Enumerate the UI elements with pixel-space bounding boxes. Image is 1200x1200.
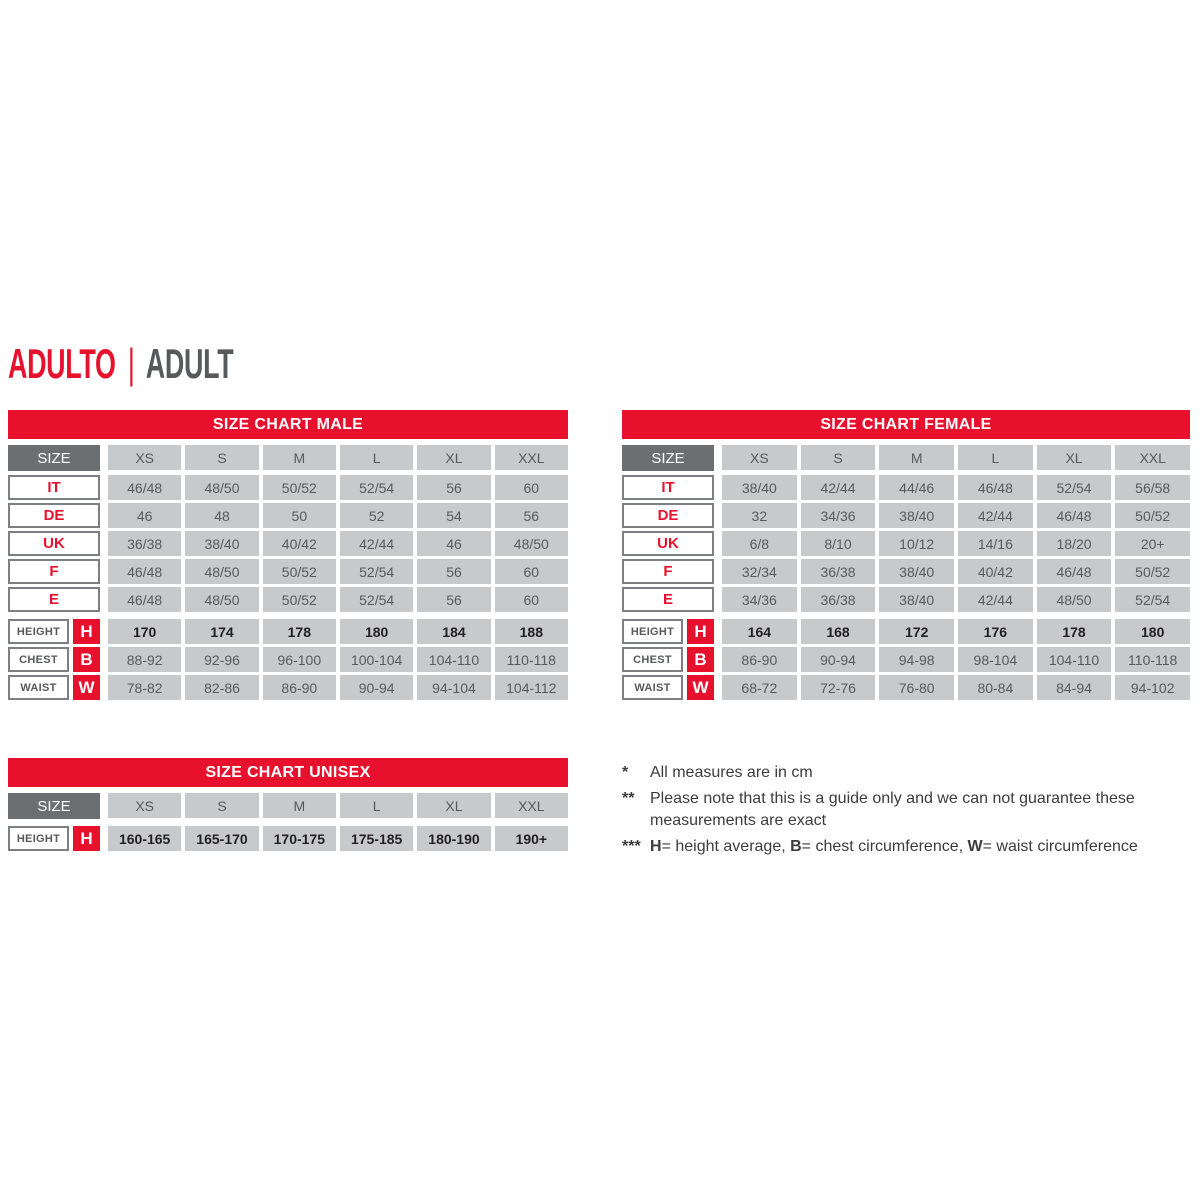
page-title (8, 342, 233, 386)
table-header-row (622, 445, 1190, 471)
size-value-cell: 56 (417, 559, 490, 584)
size-value-cell: 8/10 (801, 531, 876, 556)
footnote-3 (622, 836, 1157, 858)
measure-row-height (8, 826, 568, 851)
measure-value-cell: 178 (1037, 619, 1112, 644)
size-value-cell: 48 (185, 503, 258, 528)
measure-letter-badge: H (73, 619, 100, 644)
size-row-uk (622, 531, 1190, 556)
measure-value-cell: 76-80 (879, 675, 954, 700)
size-row-label-area (622, 475, 714, 500)
size-value-cell: 52/54 (340, 559, 413, 584)
size-row-label: UK (8, 531, 100, 556)
size-row-label-area (622, 503, 714, 528)
size-row-values (108, 531, 568, 556)
size-row-it (622, 475, 1190, 500)
measure-value-cell: 96-100 (263, 647, 336, 672)
size-value-cell: 36/38 (801, 587, 876, 612)
footnote-segment: H (650, 838, 662, 855)
measure-value-cell: 78-82 (108, 675, 181, 700)
measure-letter-badge: H (73, 826, 100, 851)
measure-value-cell: 82-86 (185, 675, 258, 700)
page-title-primary: ADULTO (8, 340, 116, 387)
size-row-label: E (8, 587, 100, 612)
size-row-label: F (8, 559, 100, 584)
measure-row-values (722, 647, 1190, 672)
column-header-m: M (263, 793, 336, 818)
size-value-cell: 32/34 (722, 559, 797, 584)
table-title-banner: SIZE CHART FEMALE (622, 410, 1190, 439)
measure-value-cell: 84-94 (1037, 675, 1112, 700)
measure-row-waist (8, 675, 568, 700)
size-row-de (8, 503, 568, 528)
measure-label: HEIGHT (8, 619, 69, 644)
size-value-cell: 46 (108, 503, 181, 528)
size-row-label-area (622, 531, 714, 556)
table-header-row (8, 445, 568, 471)
size-value-cell: 18/20 (1037, 531, 1112, 556)
measure-letter-badge: B (73, 647, 100, 672)
column-header-l: L (340, 793, 413, 818)
footnote-segment: All measures are in cm (650, 764, 813, 781)
measure-value-cell: 98-104 (958, 647, 1033, 672)
size-value-cell: 42/44 (958, 587, 1033, 612)
measure-value-cell: 172 (879, 619, 954, 644)
measure-row-chest (8, 647, 568, 672)
measure-row-values (722, 675, 1190, 700)
size-row-label: IT (8, 475, 100, 500)
page-title-separator: | (127, 340, 135, 387)
size-header-area (8, 793, 100, 819)
size-value-cell: 50/52 (263, 587, 336, 612)
size-value-cell: 52 (340, 503, 413, 528)
footnote-segment: = chest circumference, (801, 838, 968, 855)
size-value-cell: 48/50 (1037, 587, 1112, 612)
size-row-label: E (622, 587, 714, 612)
footnote-2 (622, 788, 1157, 832)
size-header-cell: SIZE (8, 445, 100, 471)
measure-value-cell: 164 (722, 619, 797, 644)
measure-label: CHEST (8, 647, 69, 672)
size-value-cell: 46 (417, 531, 490, 556)
measure-label: WAIST (8, 675, 69, 700)
size-chart-unisex-table (8, 758, 568, 851)
size-row-label-area (622, 559, 714, 584)
size-value-cell: 56 (417, 475, 490, 500)
footnote-segment: = height average, (661, 838, 791, 855)
footnote-segment: B (790, 838, 802, 855)
measure-value-cell: 86-90 (263, 675, 336, 700)
column-header-xl: XL (417, 793, 490, 818)
size-value-cell: 50/52 (263, 475, 336, 500)
footnote-text (650, 836, 1157, 858)
size-value-cell: 40/42 (263, 531, 336, 556)
size-chart-male-table (8, 410, 568, 700)
size-value-cell: 6/8 (722, 531, 797, 556)
size-row-values (722, 559, 1190, 584)
size-value-cell: 38/40 (185, 531, 258, 556)
column-header-xxl: XXL (495, 445, 568, 470)
size-value-cell: 34/36 (722, 587, 797, 612)
column-header-s: S (185, 445, 258, 470)
measure-row-values (722, 619, 1190, 644)
measure-row-height (622, 619, 1190, 644)
size-value-cell: 32 (722, 503, 797, 528)
size-value-cell: 46/48 (1037, 559, 1112, 584)
measure-value-cell: 180 (1115, 619, 1190, 644)
size-row-label-area (8, 475, 100, 500)
size-row-f (622, 559, 1190, 584)
measure-value-cell: 100-104 (340, 647, 413, 672)
measure-label: HEIGHT (8, 826, 69, 851)
measure-value-cell: 92-96 (185, 647, 258, 672)
size-value-cell: 38/40 (722, 475, 797, 500)
size-header-area (622, 445, 714, 471)
table-title-banner: SIZE CHART UNISEX (8, 758, 568, 787)
size-header-cell: SIZE (622, 445, 714, 471)
column-headers (108, 445, 568, 471)
size-value-cell: 60 (495, 475, 568, 500)
measure-value-cell: 184 (417, 619, 490, 644)
measure-letter-badge: W (687, 675, 714, 700)
size-row-it (8, 475, 568, 500)
footnote-text (650, 762, 1157, 784)
footnote-marker: *** (622, 838, 641, 855)
measure-value-cell: 178 (263, 619, 336, 644)
size-row-values (722, 531, 1190, 556)
size-value-cell: 40/42 (958, 559, 1033, 584)
size-value-cell: 52/54 (340, 475, 413, 500)
measure-row-chest (622, 647, 1190, 672)
size-value-cell: 48/50 (185, 559, 258, 584)
size-value-cell: 46/48 (108, 475, 181, 500)
size-value-cell: 42/44 (340, 531, 413, 556)
measure-label-area (622, 675, 714, 700)
size-row-values (108, 503, 568, 528)
measure-label-area (622, 647, 714, 672)
size-row-values (722, 587, 1190, 612)
column-header-xl: XL (1037, 445, 1112, 470)
measure-value-cell: 168 (801, 619, 876, 644)
size-value-cell: 48/50 (185, 587, 258, 612)
measure-value-cell: 90-94 (801, 647, 876, 672)
column-header-l: L (340, 445, 413, 470)
size-row-f (8, 559, 568, 584)
size-value-cell: 44/46 (879, 475, 954, 500)
measure-label: CHEST (622, 647, 683, 672)
footnote-text (650, 788, 1157, 832)
footnotes (622, 762, 1157, 862)
measure-value-cell: 180 (340, 619, 413, 644)
size-value-cell: 34/36 (801, 503, 876, 528)
measure-value-cell: 165-170 (185, 826, 258, 851)
size-value-cell: 38/40 (879, 587, 954, 612)
size-row-label-area (8, 587, 100, 612)
measure-letter-badge: B (687, 647, 714, 672)
measure-row-values (108, 647, 568, 672)
size-row-label-area (8, 531, 100, 556)
measure-value-cell: 94-102 (1115, 675, 1190, 700)
size-value-cell: 48/50 (185, 475, 258, 500)
size-value-cell: 20+ (1115, 531, 1190, 556)
table-title-banner: SIZE CHART MALE (8, 410, 568, 439)
size-row-label: IT (622, 475, 714, 500)
column-headers (108, 793, 568, 819)
size-row-label-area (622, 587, 714, 612)
table-header-row (8, 793, 568, 819)
size-row-e (622, 587, 1190, 612)
size-value-cell: 50/52 (1115, 503, 1190, 528)
size-row-values (722, 503, 1190, 528)
measure-row-values (108, 619, 568, 644)
size-value-cell: 50/52 (1115, 559, 1190, 584)
footnote-1 (622, 762, 1157, 784)
size-value-cell: 46/48 (1037, 503, 1112, 528)
size-header-cell: SIZE (8, 793, 100, 819)
measure-label-area (8, 619, 100, 644)
size-row-values (108, 587, 568, 612)
size-value-cell: 36/38 (801, 559, 876, 584)
measure-value-cell: 104-110 (1037, 647, 1112, 672)
measure-label-area (8, 647, 100, 672)
column-headers (722, 445, 1190, 471)
column-header-l: L (958, 445, 1033, 470)
measure-value-cell: 188 (495, 619, 568, 644)
measure-value-cell: 110-118 (1115, 647, 1190, 672)
measure-value-cell: 80-84 (958, 675, 1033, 700)
measure-value-cell: 170-175 (263, 826, 336, 851)
size-value-cell: 60 (495, 559, 568, 584)
measure-label: HEIGHT (622, 619, 683, 644)
measure-value-cell: 90-94 (340, 675, 413, 700)
measure-value-cell: 86-90 (722, 647, 797, 672)
footnote-marker: * (622, 764, 629, 781)
size-value-cell: 50/52 (263, 559, 336, 584)
size-row-uk (8, 531, 568, 556)
measure-row-height (8, 619, 568, 644)
measure-row-values (108, 826, 568, 851)
measure-value-cell: 104-112 (495, 675, 568, 700)
measure-value-cell: 88-92 (108, 647, 181, 672)
column-header-xxl: XXL (495, 793, 568, 818)
size-value-cell: 10/12 (879, 531, 954, 556)
size-value-cell: 52/54 (1115, 587, 1190, 612)
measure-value-cell: 110-118 (495, 647, 568, 672)
size-value-cell: 42/44 (958, 503, 1033, 528)
size-value-cell: 52/54 (340, 587, 413, 612)
size-value-cell: 60 (495, 587, 568, 612)
size-value-cell: 56 (417, 587, 490, 612)
size-value-cell: 52/54 (1037, 475, 1112, 500)
footnote-segment: = waist circumference (982, 838, 1138, 855)
size-row-label: F (622, 559, 714, 584)
column-header-xs: XS (722, 445, 797, 470)
measure-value-cell: 175-185 (340, 826, 413, 851)
size-header-area (8, 445, 100, 471)
measure-label-area (8, 675, 100, 700)
size-value-cell: 42/44 (801, 475, 876, 500)
size-value-cell: 38/40 (879, 559, 954, 584)
size-row-label: DE (622, 503, 714, 528)
measure-value-cell: 190+ (495, 826, 568, 851)
size-row-label: UK (622, 531, 714, 556)
size-row-label-area (8, 503, 100, 528)
size-value-cell: 50 (263, 503, 336, 528)
measure-value-cell: 180-190 (417, 826, 490, 851)
size-value-cell: 56/58 (1115, 475, 1190, 500)
size-value-cell: 38/40 (879, 503, 954, 528)
measure-row-values (108, 675, 568, 700)
measure-label: WAIST (622, 675, 683, 700)
column-header-s: S (801, 445, 876, 470)
size-row-values (722, 475, 1190, 500)
size-value-cell: 56 (495, 503, 568, 528)
measure-value-cell: 174 (185, 619, 258, 644)
size-chart-female-table (622, 410, 1190, 700)
measure-value-cell: 94-104 (417, 675, 490, 700)
size-row-label-area (8, 559, 100, 584)
size-value-cell: 46/48 (108, 587, 181, 612)
measure-letter-badge: W (73, 675, 100, 700)
size-value-cell: 54 (417, 503, 490, 528)
measure-value-cell: 104-110 (417, 647, 490, 672)
size-row-values (108, 475, 568, 500)
size-value-cell: 46/48 (108, 559, 181, 584)
size-row-de (622, 503, 1190, 528)
column-header-xs: XS (108, 445, 181, 470)
column-header-xs: XS (108, 793, 181, 818)
column-header-s: S (185, 793, 258, 818)
measure-value-cell: 170 (108, 619, 181, 644)
size-value-cell: 36/38 (108, 531, 181, 556)
measure-value-cell: 68-72 (722, 675, 797, 700)
size-row-values (108, 559, 568, 584)
page-title-secondary: ADULT (145, 340, 234, 387)
measure-value-cell: 160-165 (108, 826, 181, 851)
size-value-cell: 46/48 (958, 475, 1033, 500)
measure-value-cell: 94-98 (879, 647, 954, 672)
measure-value-cell: 176 (958, 619, 1033, 644)
column-header-m: M (263, 445, 336, 470)
measure-value-cell: 72-76 (801, 675, 876, 700)
size-value-cell: 14/16 (958, 531, 1033, 556)
measure-letter-badge: H (687, 619, 714, 644)
column-header-xxl: XXL (1115, 445, 1190, 470)
size-row-e (8, 587, 568, 612)
size-value-cell: 48/50 (495, 531, 568, 556)
footnote-segment: Please note that this is a guide only and we can not guarantee these measurements are exact (650, 790, 1135, 829)
footnote-segment: W (967, 838, 983, 855)
measure-label-area (8, 826, 100, 851)
size-row-label: DE (8, 503, 100, 528)
column-header-m: M (879, 445, 954, 470)
footnote-marker: ** (622, 790, 635, 807)
measure-label-area (622, 619, 714, 644)
measure-row-waist (622, 675, 1190, 700)
column-header-xl: XL (417, 445, 490, 470)
